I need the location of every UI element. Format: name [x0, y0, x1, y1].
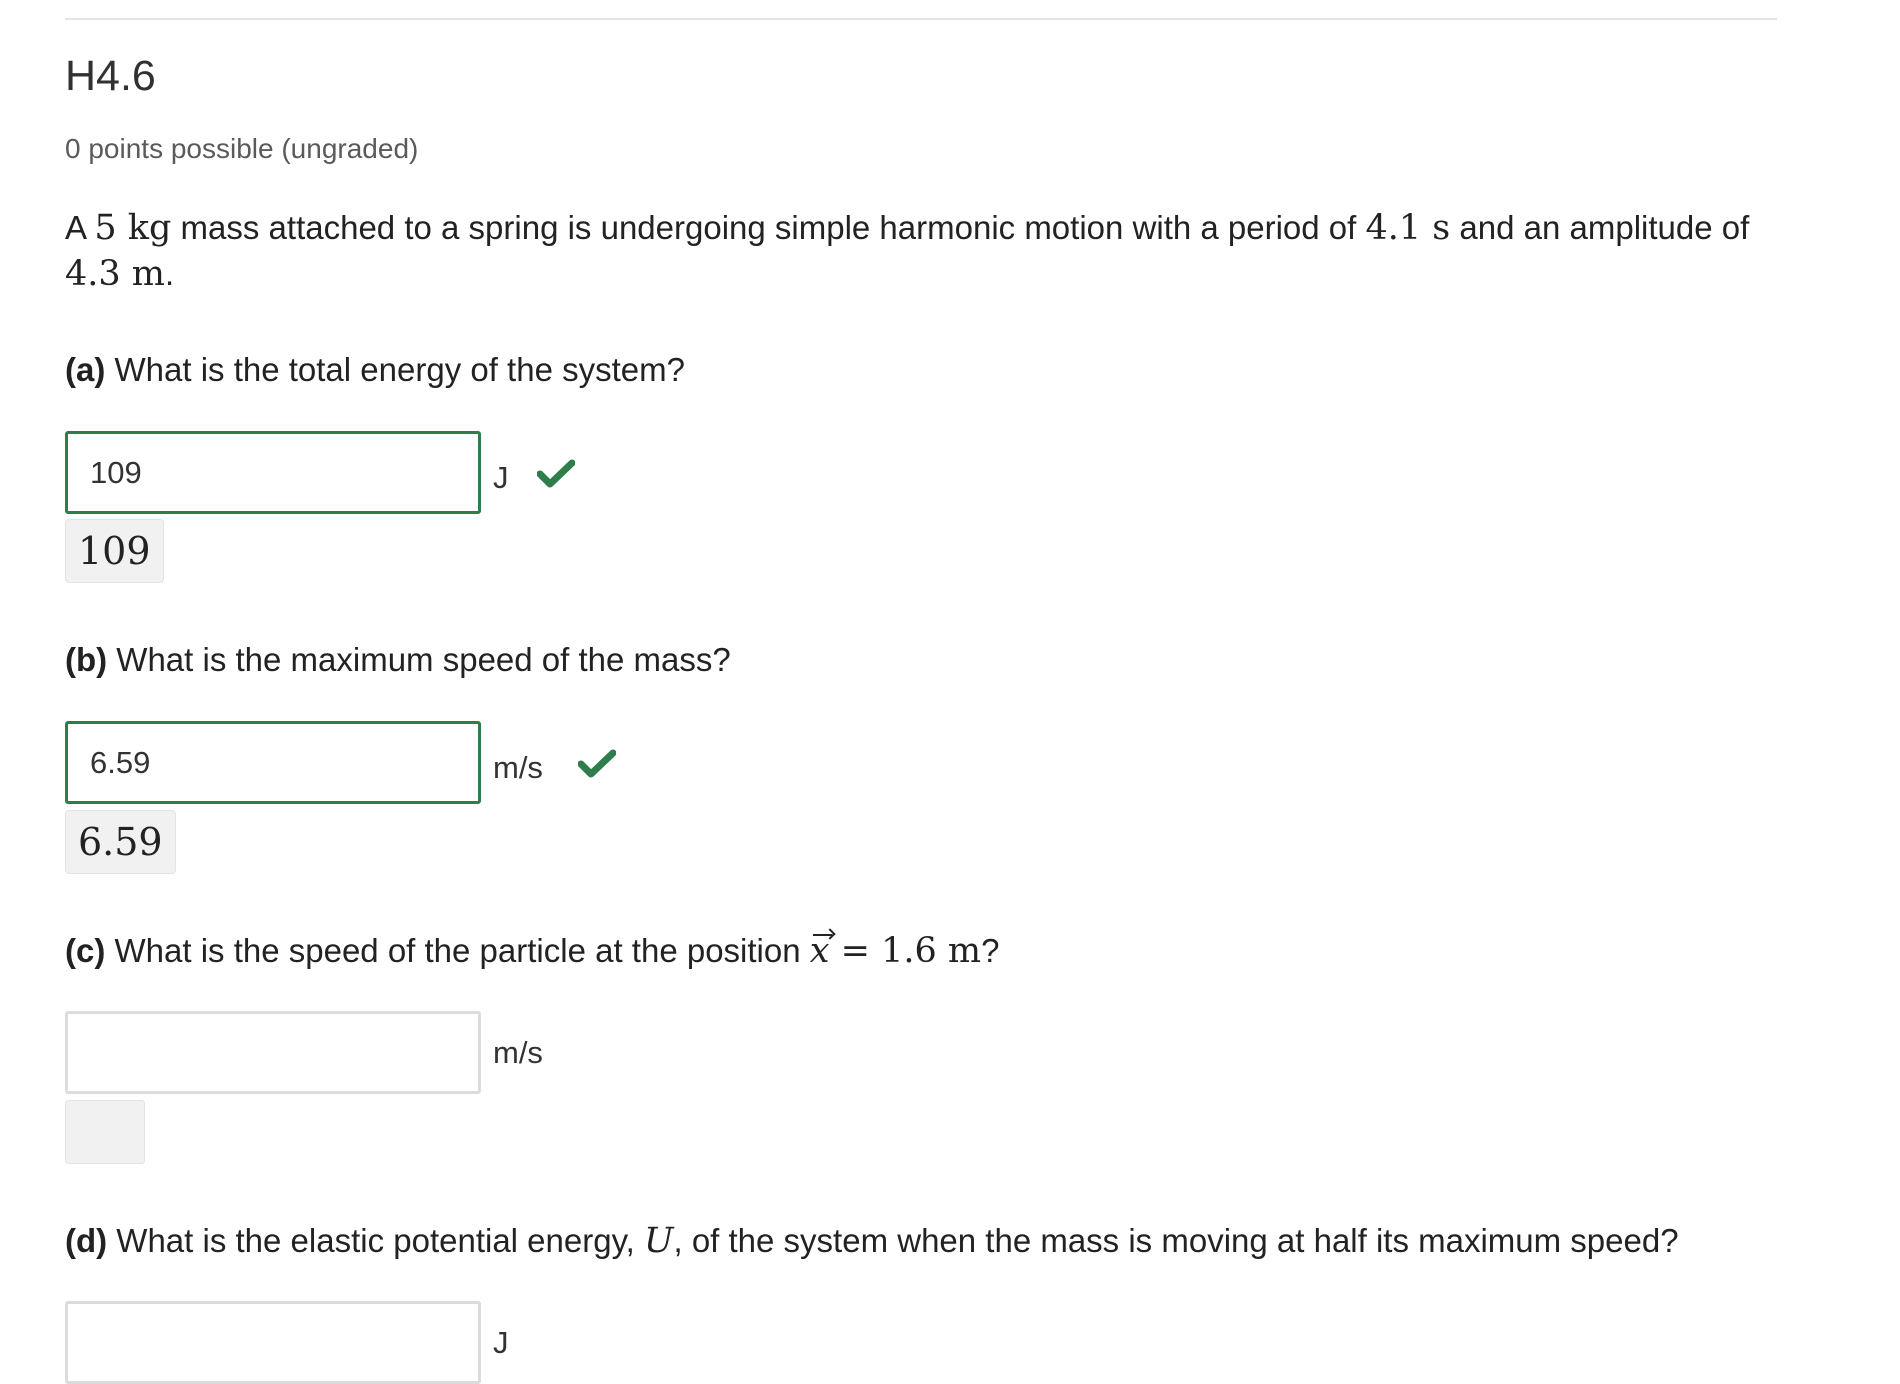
- unit-label-a: J: [493, 460, 509, 495]
- prompt-math-period: 4.1 s: [1365, 208, 1451, 248]
- question-text-end: , of the system when the mass is moving at half its maximum speed?: [673, 1222, 1679, 1259]
- answer-input-a[interactable]: [65, 431, 481, 514]
- answer-preview-b: 6.59: [65, 810, 176, 874]
- problem-prompt: [65, 205, 1765, 297]
- prompt-math-amplitude: 4.3 m: [65, 254, 165, 294]
- checkmark-icon: [578, 749, 616, 779]
- question-a: [65, 350, 1845, 390]
- question-c: [65, 930, 1845, 972]
- unit-label-b: m/s: [493, 750, 543, 785]
- question-text: What is the maximum speed of the mass?: [107, 641, 731, 678]
- prompt-text: mass attached to a spring is undergoing simple harmonic motion with a period of: [171, 209, 1366, 246]
- answer-preview-c: [65, 1100, 145, 1164]
- prompt-text: .: [164, 255, 175, 292]
- answer-input-d[interactable]: [65, 1301, 481, 1384]
- question-letter: (a): [65, 351, 106, 388]
- question-letter: (c): [65, 932, 106, 969]
- prompt-math-mass: 5 kg: [94, 208, 172, 248]
- question-b: [65, 640, 1845, 680]
- math-vector-x: x: [809, 931, 830, 971]
- answer-preview-a: 109: [65, 519, 164, 583]
- question-text-end: ?: [981, 932, 1000, 969]
- question-d: [65, 1220, 1845, 1262]
- problem-title: H4.6: [65, 52, 156, 100]
- question-letter: (b): [65, 641, 108, 678]
- question-letter: (d): [65, 1222, 108, 1259]
- answer-input-c[interactable]: [65, 1011, 481, 1094]
- question-text: What is the elastic potential energy,: [107, 1222, 644, 1259]
- question-text: What is the total energy of the system?: [105, 351, 685, 388]
- points-info: 0 points possible (ungraded): [65, 133, 419, 164]
- math-position: = 1.6 m: [829, 931, 982, 971]
- unit-label-c: m/s: [493, 1035, 543, 1070]
- prompt-text: A: [65, 209, 95, 246]
- question-text: What is the speed of the particle at the position: [105, 932, 810, 969]
- checkmark-icon: [537, 459, 575, 489]
- top-divider: [65, 18, 1777, 20]
- unit-label-d: J: [493, 1325, 509, 1360]
- math-energy-u: U: [643, 1221, 674, 1261]
- answer-input-b[interactable]: [65, 721, 481, 804]
- prompt-text: and an amplitude of: [1450, 209, 1750, 246]
